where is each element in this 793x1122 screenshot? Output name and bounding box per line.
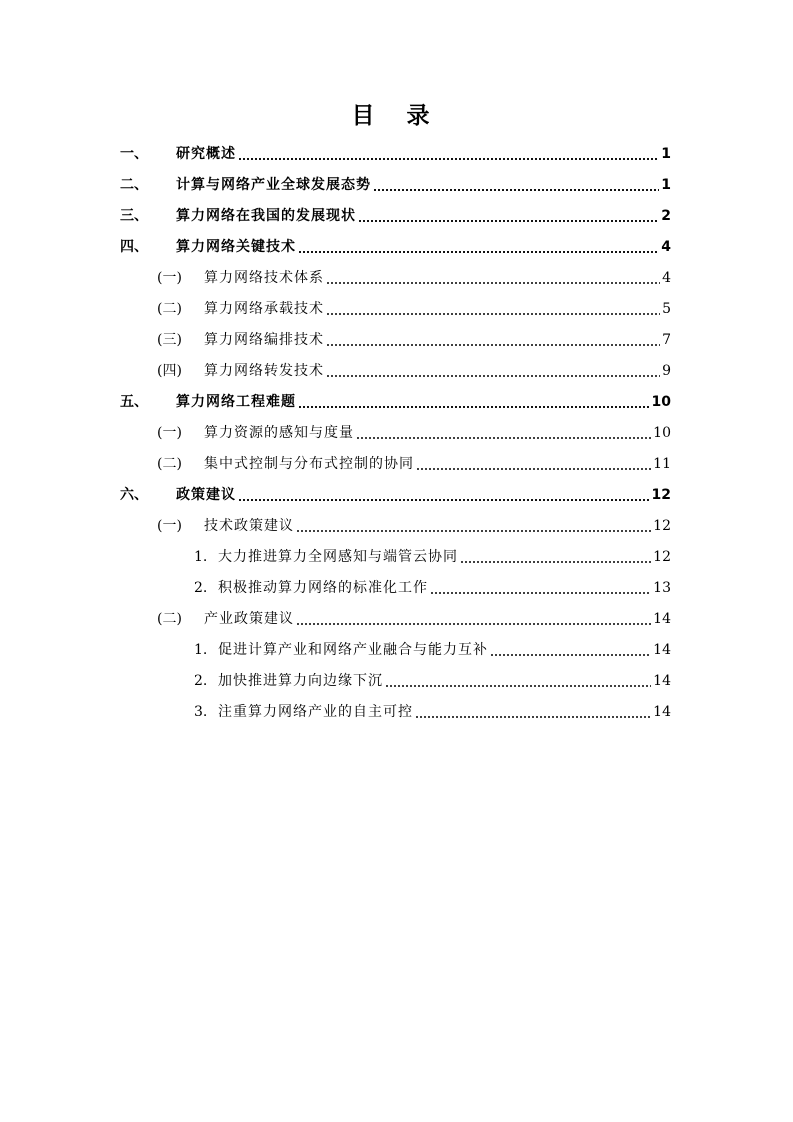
toc-entry-page-number: 5: [662, 301, 671, 317]
toc-entry-page-number: 13: [653, 580, 671, 596]
dot-leader: [460, 561, 651, 563]
toc-entry-page-number: 14: [653, 673, 671, 689]
toc-entry[interactable]: [0, 449, 793, 480]
toc-entry[interactable]: [0, 325, 793, 356]
dot-leader: [490, 654, 651, 656]
toc-entry[interactable]: [0, 263, 793, 294]
toc-entry-number: 二、: [120, 177, 148, 193]
toc-entry-title: 政策建议: [176, 487, 236, 503]
dot-leader: [238, 499, 650, 501]
toc-entry-title: 算力网络技术体系: [204, 270, 324, 286]
toc-entry-title: 算力网络在我国的发展现状: [176, 208, 356, 224]
toc-entry-title: 积极推动算力网络的标准化工作: [218, 580, 428, 596]
dot-leader: [415, 716, 651, 718]
toc-entry-number: (一): [157, 425, 182, 441]
toc-entry-title: 算力网络工程难题: [176, 394, 296, 410]
dot-leader: [326, 344, 660, 346]
toc-entry-page-number: 12: [651, 487, 671, 503]
toc-entry-title: 加快推进算力向边缘下沉: [218, 673, 383, 689]
toc-entry-number: (二): [157, 611, 182, 627]
toc-entry-number: (二): [157, 301, 182, 317]
toc-entry[interactable]: [0, 666, 793, 697]
toc-entry-page-number: 7: [662, 332, 671, 348]
toc-list: [0, 139, 793, 728]
toc-entry-title: 计算与网络产业全球发展态势: [176, 177, 371, 193]
dot-leader: [373, 189, 659, 191]
toc-entry[interactable]: [0, 542, 793, 573]
dot-leader: [296, 530, 651, 532]
toc-entry-page-number: 10: [651, 394, 671, 410]
toc-entry-page-number: 1: [661, 146, 671, 162]
toc-entry[interactable]: [0, 170, 793, 201]
toc-entry-page-number: 9: [662, 363, 671, 379]
toc-entry-page-number: 10: [653, 425, 671, 441]
toc-entry-page-number: 12: [653, 518, 671, 534]
toc-heading: 目 录: [351, 103, 442, 129]
toc-entry-number: 六、: [120, 487, 148, 503]
toc-entry[interactable]: [0, 418, 793, 449]
toc-entry-page-number: 14: [653, 611, 671, 627]
dot-leader: [238, 158, 659, 160]
dot-leader: [298, 406, 650, 408]
toc-entry[interactable]: [0, 139, 793, 170]
toc-entry-title: 集中式控制与分布式控制的协同: [204, 456, 414, 472]
toc-entry-title: 技术政策建议: [204, 518, 294, 534]
dot-leader: [326, 375, 660, 377]
toc-entry[interactable]: [0, 511, 793, 542]
toc-entry-page-number: 14: [653, 642, 671, 658]
toc-entry-number: 2.: [194, 673, 208, 689]
dot-leader: [385, 685, 651, 687]
dot-leader: [356, 437, 651, 439]
dot-leader: [298, 251, 659, 253]
toc-entry-page-number: 4: [661, 239, 671, 255]
toc-entry[interactable]: [0, 356, 793, 387]
toc-entry[interactable]: [0, 201, 793, 232]
toc-entry-title: 促进计算产业和网络产业融合与能力互补: [218, 642, 488, 658]
toc-entry[interactable]: [0, 480, 793, 511]
toc-entry-title: 算力网络承载技术: [204, 301, 324, 317]
toc-entry-page-number: 11: [653, 456, 671, 472]
toc-entry-title: 算力资源的感知与度量: [204, 425, 354, 441]
toc-entry-page-number: 1: [661, 177, 671, 193]
toc-entry-page-number: 4: [662, 270, 671, 286]
toc-entry-number: (三): [157, 332, 182, 348]
toc-entry-number: 1.: [194, 642, 208, 658]
toc-entry-number: (一): [157, 270, 182, 286]
toc-entry-number: 2.: [194, 580, 208, 596]
toc-entry-title: 算力网络编排技术: [204, 332, 324, 348]
toc-entry-title: 研究概述: [176, 146, 236, 162]
toc-entry-number: (四): [157, 363, 182, 379]
toc-entry-title: 注重算力网络产业的自主可控: [218, 704, 413, 720]
toc-entry-title: 算力网络关键技术: [176, 239, 296, 255]
toc-entry[interactable]: [0, 573, 793, 604]
toc-entry-page-number: 2: [661, 208, 671, 224]
dot-leader: [430, 592, 651, 594]
toc-entry[interactable]: [0, 232, 793, 263]
dot-leader: [358, 220, 659, 222]
toc-entry-title: 产业政策建议: [204, 611, 294, 627]
toc-entry-number: (二): [157, 456, 182, 472]
toc-entry[interactable]: [0, 697, 793, 728]
toc-entry-number: 3.: [194, 704, 208, 720]
toc-entry[interactable]: [0, 387, 793, 418]
toc-entry-number: 一、: [120, 146, 148, 162]
toc-entry[interactable]: [0, 294, 793, 325]
dot-leader: [296, 623, 651, 625]
toc-entry-number: 1.: [194, 549, 208, 565]
dot-leader: [326, 313, 660, 315]
toc-entry-number: (一): [157, 518, 182, 534]
toc-entry-number: 三、: [120, 208, 148, 224]
toc-entry-number: 四、: [120, 239, 148, 255]
toc-entry-page-number: 14: [653, 704, 671, 720]
toc-entry-number: 五、: [120, 394, 148, 410]
toc-entry[interactable]: [0, 604, 793, 635]
dot-leader: [416, 468, 651, 470]
toc-entry-title: 算力网络转发技术: [204, 363, 324, 379]
toc-entry-page-number: 12: [653, 549, 671, 565]
dot-leader: [326, 282, 660, 284]
toc-entry[interactable]: [0, 635, 793, 666]
toc-entry-title: 大力推进算力全网感知与端管云协同: [218, 549, 458, 565]
